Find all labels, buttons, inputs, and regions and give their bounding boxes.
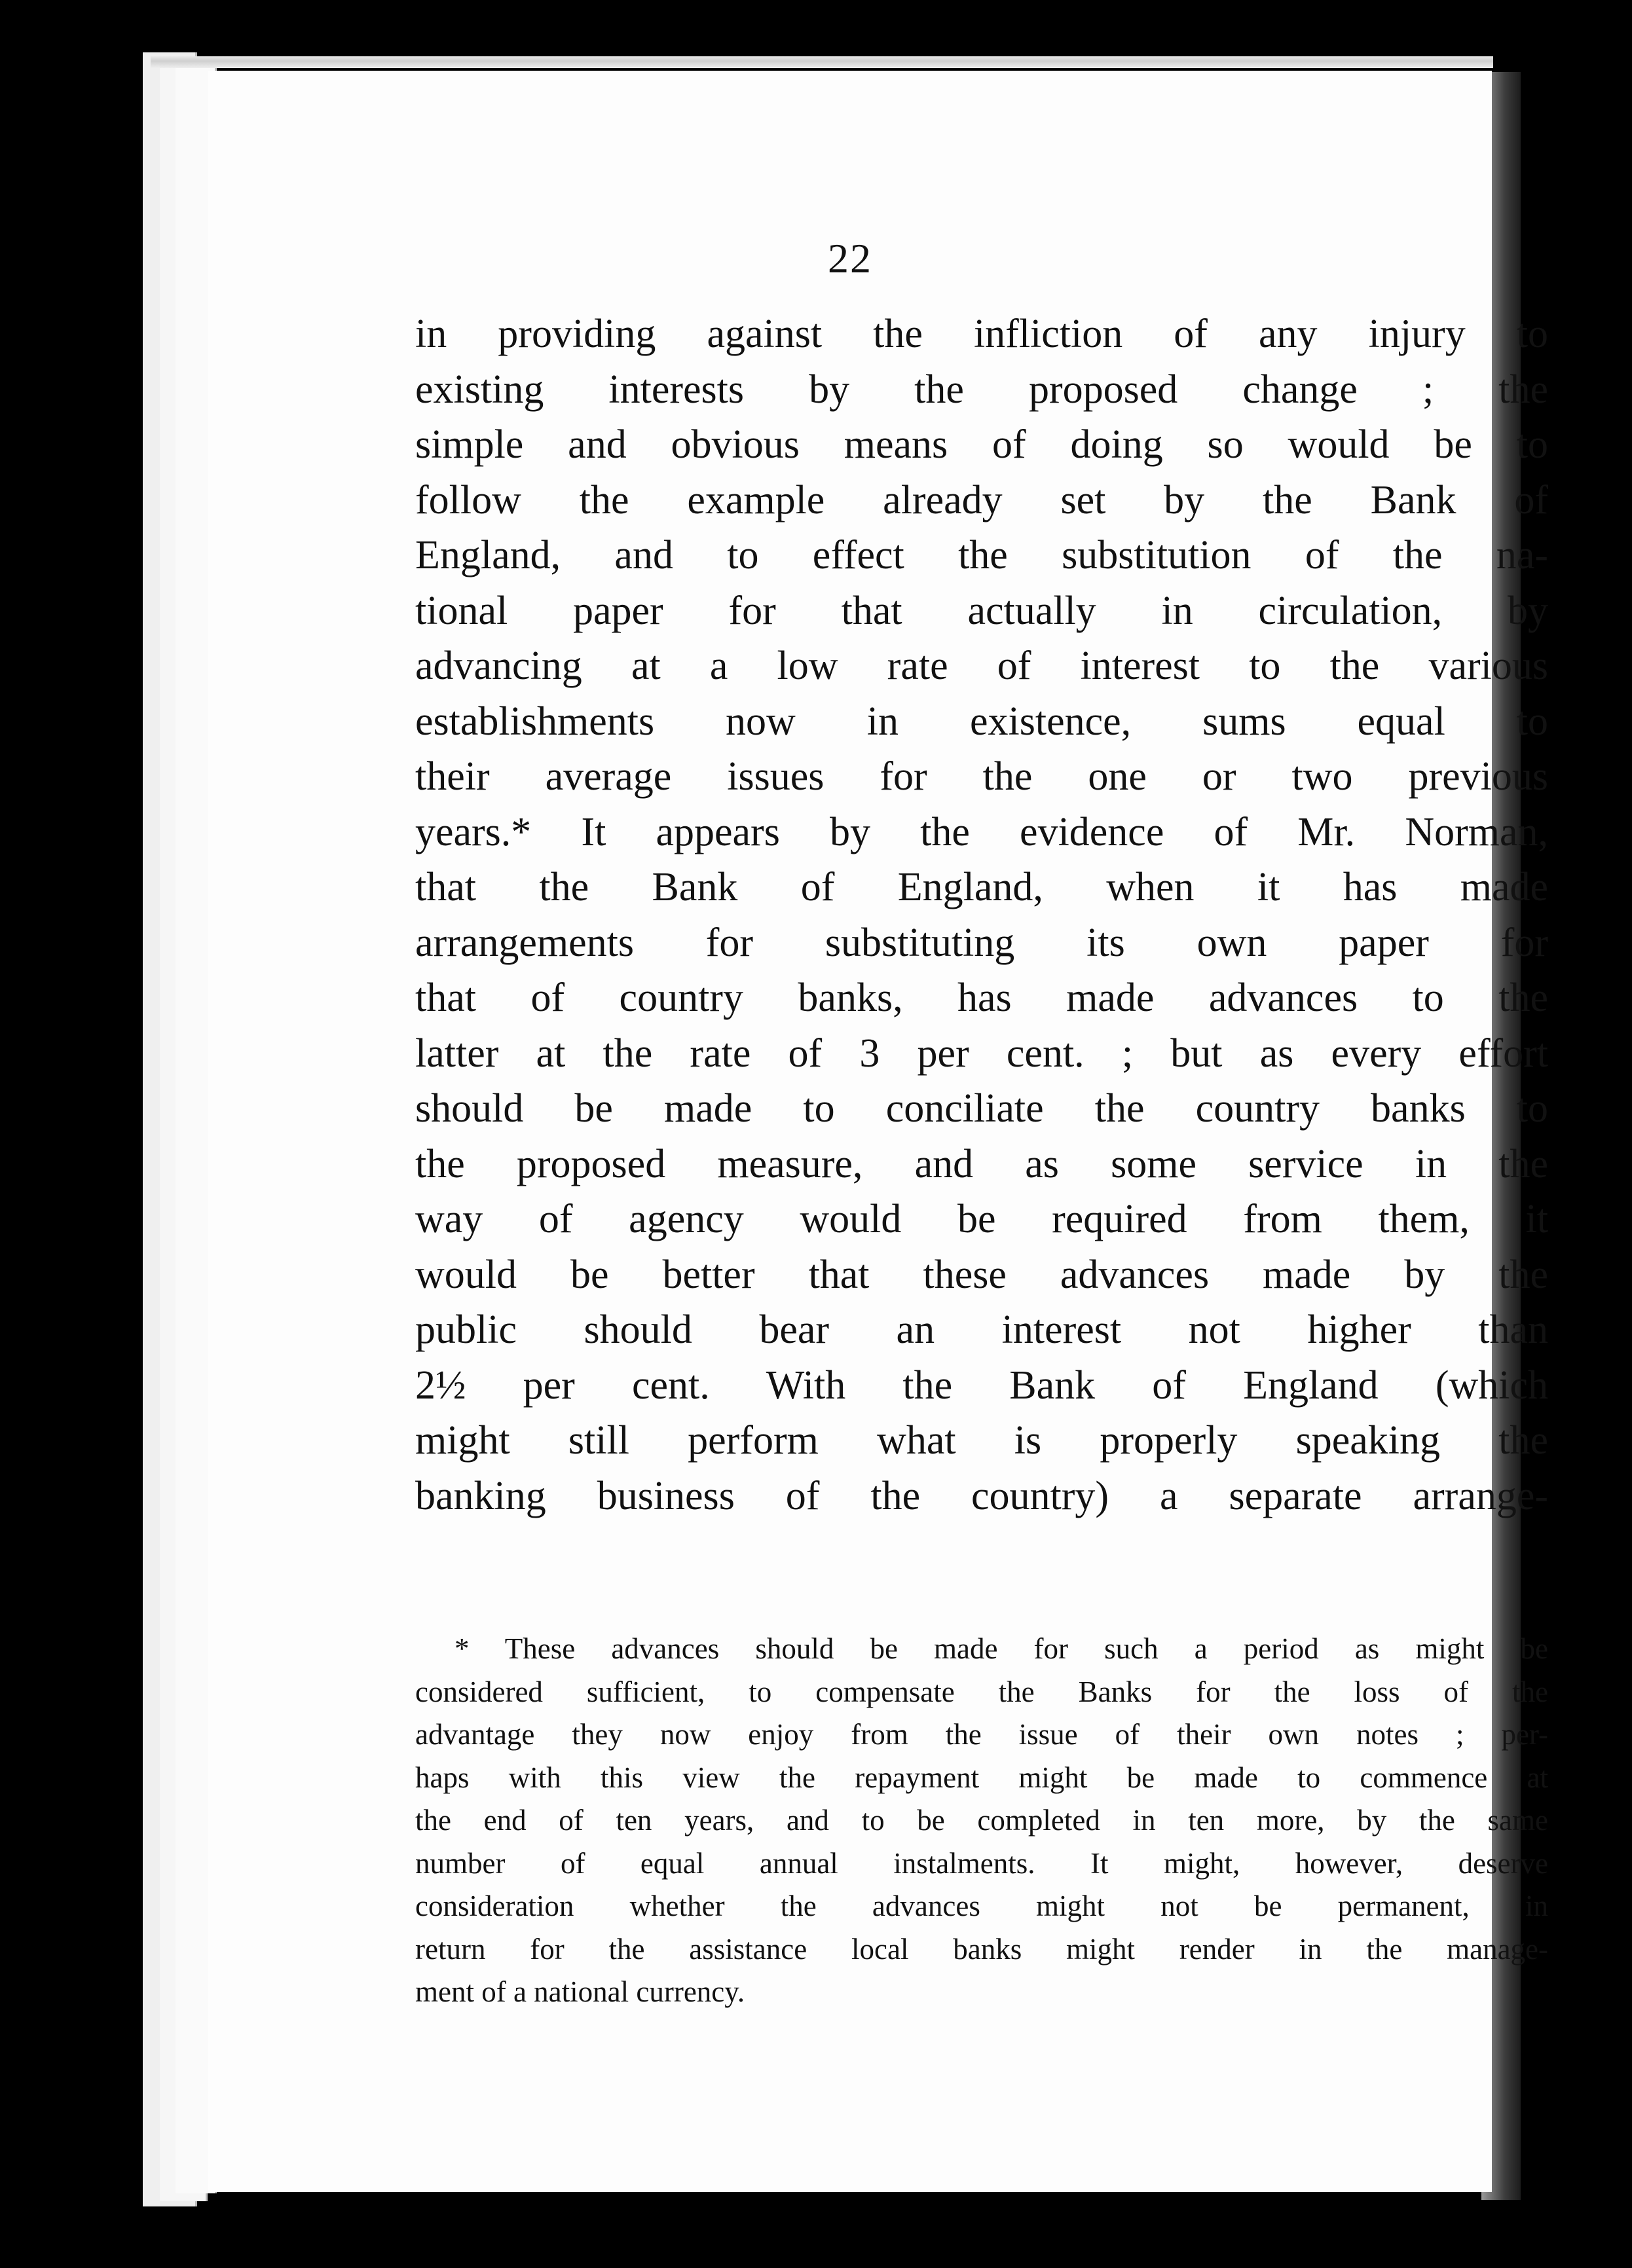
body-line: years.* It appears by the evidence of Mr. Norman, — [415, 809, 1548, 854]
body-line: latter at the rate of 3 per cent. ; but as every effort — [415, 1031, 1548, 1076]
body-line: their average issues for the one or two previous — [415, 754, 1548, 799]
footnote-line: * These advances should be made for such a period as might be — [454, 1632, 1548, 1665]
body-line: simple and obvious means of doing so would be to — [415, 422, 1548, 467]
top-page-edge — [151, 56, 1493, 68]
body-line: advancing at a low rate of interest to the various — [415, 644, 1548, 688]
body-line: establishments now in existence, sums equal to — [415, 699, 1548, 744]
body-line: follow the example already set by the Bank of — [415, 477, 1548, 522]
body-text — [415, 306, 1548, 1524]
body-line: arrangements for substituting its own paper for — [415, 920, 1548, 965]
footnote-line: haps with this view the repayment might be made to commence at — [415, 1761, 1548, 1794]
body-line: England, and to effect the substitution of the na- — [415, 533, 1548, 577]
body-line: that the Bank of England, when it has made — [415, 865, 1548, 909]
footnote-line: advantage they now enjoy from the issue of their own notes ; per- — [415, 1718, 1548, 1751]
footnote-line: number of equal annual instalments. It might, however, deserve — [415, 1846, 1548, 1880]
body-line: would be better that these advances made by the — [415, 1252, 1548, 1297]
body-line: might still perform what is properly speaking the — [415, 1418, 1548, 1463]
body-line: banking business of the country) a separate arrange- — [415, 1473, 1548, 1518]
footnote-line: considered sufficient, to compensate the Banks for the loss of the — [415, 1675, 1548, 1708]
body-line: the proposed measure, and as some service in the — [415, 1141, 1548, 1186]
book-page — [208, 71, 1548, 2192]
footnote-line: return for the assistance local banks might render in the manage- — [415, 1932, 1548, 1966]
footnote — [415, 1628, 1548, 2014]
body-line: should be made to conciliate the country banks to — [415, 1086, 1548, 1131]
body-line: public should bear an interest not higher than — [415, 1308, 1548, 1352]
page-number: 22 — [828, 235, 872, 282]
body-line: tional paper for that actually in circulation, by — [415, 588, 1548, 633]
body-line: existing interests by the proposed change ; the — [415, 367, 1548, 412]
body-line: in providing against the infliction of any injury to — [415, 312, 1548, 356]
footnote-line: ment of a national currency. — [415, 1975, 745, 2008]
footnote-line: the end of ten years, and to be completed in ten more, by the same — [415, 1804, 1548, 1837]
footnote-line: consideration whether the advances might not be permanent, in — [415, 1890, 1548, 1922]
body-line: 2½ per cent. With the Bank of England (which — [415, 1363, 1548, 1408]
body-line: that of country banks, has made advances to the — [415, 976, 1548, 1020]
body-line: way of agency would be required from them, it — [415, 1197, 1548, 1241]
